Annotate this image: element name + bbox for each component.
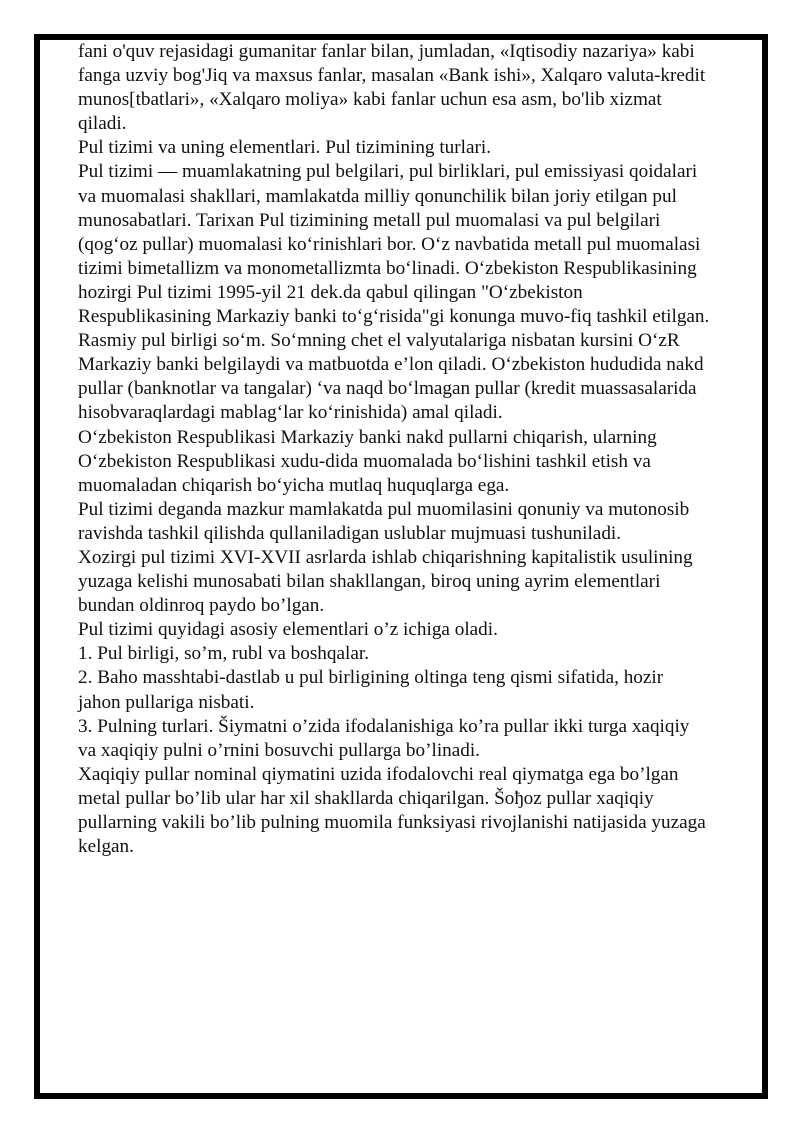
paragraph-intro-continuation: fani o'quv rejasidagi gumanitar fanlar bilan, jumladan, «Iqtisodiy nazariya» kabi fanga uzviy bog'Jiq va maxsus fanlar, masalan «Bank ishi», Xalqaro valuta-kredit munos[tbatlari», «Xalqaro moliya» kabi fanlar uchun esa asm, bo'lib xizmat qiladi. <box>78 41 706 135</box>
paragraph-pul-tizimi-meaning: Pul tizimi deganda mazkur mamlakatda pul muomilasini qonuniy va mutonosib ravishda tashkil qilishda qullaniladigan uslublar mujmuasi tushuniladi. <box>78 498 690 544</box>
paragraph-history: Xozirgi pul tizimi XVI-XVII asrlarda ishlab chiqarishning kapitalistik usulining yuzaga kelishi munosabati bilan shakllangan, biroq uning ayrim elementlari bundan oldinroq paydo bo’lgan. <box>78 546 693 617</box>
paragraph-elements-intro: Pul tizimi quyidagi asosiy elementlari o’z ichiga oladi. <box>78 619 498 641</box>
section-heading-pul-tizimi: Pul tizimi va uning elementlari. Pul tizimining turlari. <box>78 137 491 159</box>
document-body <box>78 40 710 859</box>
list-item-1: 1. Pul birligi, so’m, rubl va boshqalar. <box>78 643 369 665</box>
paragraph-markaziy-bank: Oʻzbekiston Respublikasi Markaziy banki nakd pullarni chiqarish, ularning Oʻzbekiston Respublikasi xudu-dida muomalada boʻlishini tashkil etish va muomaladan chiqarish boʻyicha mutlaq huquqlarga ega. <box>78 426 657 496</box>
paragraph-real-money: Xaqiqiy pullar nominal qiymatini uzida ifodalovchi real qiymatga ega bo’lgan metal pullar bo’lib ular har xil shakllarda chiqarilgan. Šoђoz pullar xaqiqiy pullarning vakili bo’lib pulning muomila funksiyasi rivojlanishi natijasida yuzaga kelgan. <box>78 763 706 858</box>
paragraph-pul-tizimi-definition: Pul tizimi — muamlakatning pul belgilari, pul birliklari, pul emissiyasi qoidalari va muomalasi shakllari, mamlakatda milliy qonunchilik bilan joriy etilgan pul munosabatlari. Tarixan Pul tizimining metall pul muomalasi va pul belgilari (qogʻoz pullar) muomalasi koʻrinishlari bor. Oʻz navbatida metall pul muomalasi tizimi bimetallizm va monometallizmta boʻlinadi. Oʻzbekiston Respublikasining hozirgi Pul tizimi 1995-yil 21 dek.da qabul qilingan "Oʻzbekiston Respublikasining Markaziy banki toʻgʻrisida"gi konunga muvo-fiq tashkil etilgan. Rasmiy pul birligi soʻm. Soʻmning chet el valyutalariga nisbatan kursini OʻzR Markaziy banki belgilaydi va matbuotda eʼlon qiladi. Oʻzbekiston hududida nakd pullar (banknotlar va tangalar) ʻva naqd boʻlmagan pullar (kredit muassasalarida hisobvaraqlardagi mablagʻlar koʻrinishida) amal qiladi. <box>78 161 710 424</box>
list-item-3: 3. Pulning turlari. Šiymatni o’zida ifodalanishiga ko’ra pullar ikki turga xaqiqiy va xaqiqiy pulni o’rnini bosuvchi pullarga bo’linadi. <box>78 715 690 761</box>
list-item-2: 2. Baho masshtabi-dastlab u pul birligining oltinga teng qismi sifatida, hozir jahon pullariga nisbati. <box>78 667 664 713</box>
